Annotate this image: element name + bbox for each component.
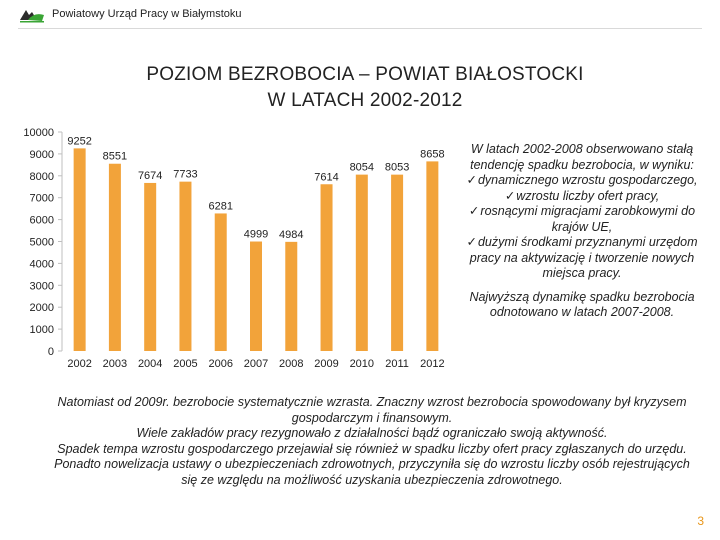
data-label: 7674 <box>137 169 163 182</box>
x-tick-label: 2003 <box>102 358 128 370</box>
data-label: 8054 <box>349 161 375 174</box>
data-label: 4984 <box>279 228 304 241</box>
x-tick-label: 2011 <box>385 358 409 370</box>
side-bullet: ✓ dużymi środkami przyznanymi urzędom pracy na aktywizację i tworzenie nowych miejsca pracy. <box>464 235 700 282</box>
side-bullet: ✓ wzrostu liczby ofert pracy, <box>464 189 700 205</box>
side-outro: Najwyższą dynamikę spadku bezrobocia odnotowano w latach 2007-2008. <box>469 289 695 319</box>
data-label: 7733 <box>173 168 198 181</box>
data-label: 4999 <box>243 228 269 241</box>
y-tick-label: 0 <box>47 346 54 358</box>
side-commentary <box>464 142 700 321</box>
x-tick-label: 2008 <box>279 358 304 370</box>
bottom-paragraph: Wiele zakładów pracy rezygnowało z działalności bądź ograniczało swoją aktywność. <box>136 426 608 440</box>
y-tick-label: 8000 <box>29 170 54 183</box>
bottom-commentary <box>52 395 692 488</box>
bottom-paragraph: Spadek tempa wzrostu gospodarczego przejawiał się również w spadku liczby ofert pracy zgłaszanych do urzędu. <box>57 441 687 456</box>
x-tick-label: 2002 <box>67 358 92 370</box>
bar <box>391 175 403 351</box>
bar <box>109 164 121 351</box>
y-tick-label: 9000 <box>29 148 54 161</box>
y-tick-label: 5000 <box>29 236 54 249</box>
x-tick-label: 2009 <box>314 358 339 370</box>
side-bullet: ✓ rosnącymi migracjami zarobkowymi do krajów UE, <box>464 204 700 235</box>
bar <box>144 183 156 351</box>
bottom-paragraph: Ponadto nowelizacja ustawy o ubezpieczeniach zdrowotnych, przyczyniła się do wzrostu liczby osób rejestrujących się ze względu na możliwość uzyskania ubezpieczenia zdrowotnego. <box>54 457 690 487</box>
y-tick-label: 10000 <box>23 127 54 139</box>
x-tick-label: 2006 <box>208 358 233 370</box>
header <box>18 4 318 26</box>
bar <box>285 242 297 351</box>
side-bullet-list <box>464 173 700 282</box>
bar <box>74 148 86 351</box>
data-label: 8551 <box>102 150 128 163</box>
bar <box>356 175 368 351</box>
x-tick-label: 2005 <box>173 358 198 370</box>
y-tick-label: 1000 <box>29 324 54 337</box>
x-tick-label: 2007 <box>243 358 269 370</box>
bar <box>250 242 262 351</box>
slide-title <box>60 62 670 114</box>
bar <box>426 161 438 351</box>
x-tick-label: 2004 <box>137 358 163 370</box>
title-line-1: POZIOM BEZROBOCIA – POWIAT BIAŁOSTOCKI <box>146 64 584 85</box>
bar <box>179 182 191 351</box>
bar <box>215 213 227 351</box>
page-number: 3 <box>697 514 704 528</box>
x-tick-label: 2010 <box>349 358 375 370</box>
side-bullet: ✓ dynamicznego wzrostu gospodarczego, <box>464 173 700 189</box>
y-tick-label: 7000 <box>29 192 54 205</box>
y-tick-label: 3000 <box>29 280 54 293</box>
header-divider <box>18 28 702 29</box>
title-line-2: W LATACH 2002-2012 <box>267 90 463 111</box>
side-intro: W latach 2002-2008 obserwowano stałą tendencję spadku bezrobocia, w wyniku: <box>470 142 694 172</box>
y-tick-label: 4000 <box>29 258 54 271</box>
data-label: 7614 <box>314 171 339 184</box>
data-label: 8658 <box>420 148 445 161</box>
x-tick-label: 2012 <box>420 358 445 370</box>
pup-logo-icon <box>18 6 46 24</box>
organization-name: Powiatowy Urząd Pracy w Białymstoku <box>52 8 242 20</box>
data-label: 8053 <box>384 161 410 174</box>
bottom-paragraph: Natomiast od 2009r. bezrobocie systematycznie wzrasta. Znaczny wzrost bezrobocia spowodowany był kryzysem gospodarczym i finansowym. <box>57 395 687 425</box>
bar <box>321 184 333 351</box>
y-tick-label: 2000 <box>29 302 54 315</box>
data-label: 6281 <box>208 200 233 213</box>
y-tick-label: 6000 <box>29 214 54 227</box>
data-label: 9252 <box>67 135 92 148</box>
unemployment-bar-chart <box>0 118 460 378</box>
